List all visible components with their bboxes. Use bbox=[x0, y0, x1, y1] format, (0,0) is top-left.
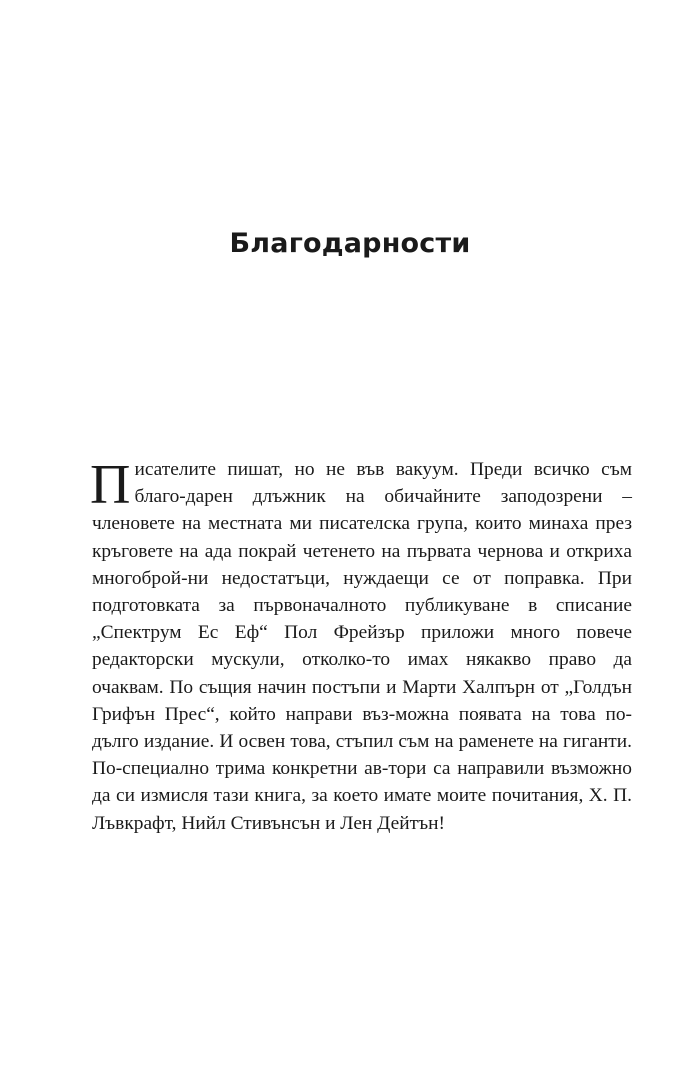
acknowledgements-paragraph bbox=[92, 456, 632, 837]
paragraph-text: исателите пишат, но не във вакуум. Преди всичко съм благо-дарен длъжник на обичайните заподозрени – членовете на местната ми писателска група, които минаха през кръговете на ада покрай четенето на първата чернова и открихa многоброй-ни недостатъци, нуждаещи се от поправка. При подготовката за първоначалното публикуване в списание „Спектрум Ес Еф“ Пол Фрейзър приложи много повече редакторски мускули, отколко-то имах някакво право да очаквам. По същия начин постъпи и Марти Халпърн от „Голдън Грифън Прес“, който направи въз-можна появата на това по-дълго издание. И освен това, стъпил съм на раменете на гиганти. По-специално трима конкретни ав-тори са направили възможно да си измисля тази книга, за което имате моите почитания, Х. П. Лъвкрафт, Нийл Стивънсън и Лен Дейтън! bbox=[92, 459, 632, 834]
drop-cap-letter: П bbox=[90, 454, 131, 516]
chapter-title: Благодарности bbox=[229, 228, 471, 259]
